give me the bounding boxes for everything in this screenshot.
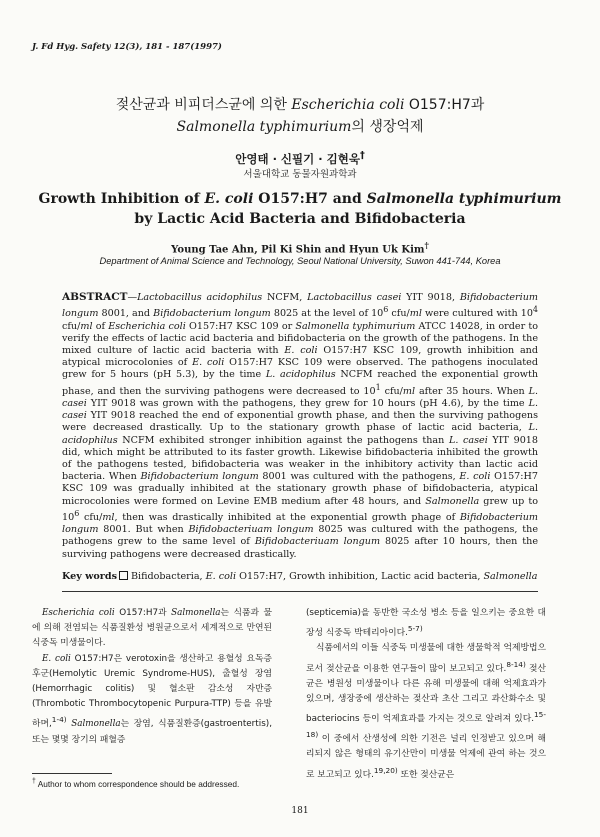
korean-title-line1: 젖산균과 비피더스균에 의한 Escherichia coli O157:H7과 [115, 97, 485, 113]
korean-authors: 안영태 · 신필기 · 김현욱† [235, 150, 365, 166]
korean-title-line2: Salmonella typhimurium의 생장억제 [176, 119, 424, 135]
keywords-divider [62, 591, 538, 592]
korean-affiliation: 서울대학교 동물자원과학과 [243, 169, 357, 180]
body-paragraph: E. coli O157:H7은 verotoxin을 생산하고 용혈성 요독증후군(Hemolytic Uremic Syndrome-HUS), 출혈성 장염(Hemorrhagic colitis) 및 혈소판 감소성 자반증(Thrombotic Thrombocytopenic Purpura-TTP) 등을 유발하며,$^{1-4)}$ Salmonella는 장염, 식품질환증(gastroentertis), 또는 몇몇 장기의 패혈증 [32, 653, 272, 745]
abstract: ABSTRACT—Lactobacillus acidophilus NCFM, Lactobacillus casei YIT 9018, Bifidobacterium longum 8001, and Bifidobacterium longum 8025 at the level of $10^6$ cfu/ml were cultured with $10^4$ cfu/ml of Escherichia coli O157:H7 KSC 109 or Salmonella typhimurium ATCC 14028, in order to verify the effects of lactic acid bacteria and bifidobacteria on the growth of the pathogens. In the mixed culture of lactic acid bacteria with E. coli O157:H7 KSC 109, growth inhibition and atypical microcolonies of E. coli O157:H7 KSC 109 were observed. The pathogens inoculated grew for 5 hours (pH 5.3), by the time L. acidophilus NCFM reached the exponential growth phase, and then the surviving pathogens were decreased to $10^1$ cfu/ml after 35 hours. When L. casei YIT 9018 was grown with the pathogens, they grew for 10 hours (pH 4.6), by the time L. casei YIT 9018 reached the end of exponential growth phase, and then the surviving pathogens were decreased drastically. Up to the stationary growth phase of lactic acid bacteria, L. acidophilus NCFM exhibited stronger inhibition against the pathogens than L. casei YIT 9018 did, which might be attributed to its faster growth. Likewise bifidobacteria inhibited the growth of the pathogens tested, bifidobacteria was weaker in the inhibitory activity than lactic acid bacteria. When Bifidobacterium longum 8001 was cultured with the pathogens, E. coli O157:H7 KSC 109 was gradually inhibited at the stationary growth phase of bifidobacteria, atypical microcolonies were formed on Levine EMB medium after 48 hours, and Salmonella grew up to $10^6$ cfu/ml, then was drastically inhibited at the exponential growth phage of Bifidobacterium longum 8001. But when Bifidobacteriuam longum 8025 was cultured with the pathogens, the pathogens grew to the same level of Bifidobacteriuam longum 8025 after 10 hours, then the surviving pathogens were decreased drastically. [62, 291, 539, 560]
footnote: † Author to whom correspondence should be addressed. [32, 778, 240, 789]
body-paragraph: Escherichia coli O157:H7과 Salmonella는 식품과 물에 의해 전염되는 식품질환성 병원균으로서 세계적으로 만연된 식중독 미생물이다. [32, 608, 272, 649]
body-column-right [306, 606, 546, 783]
keywords-label: Key words [62, 571, 117, 582]
page-number: 181 [291, 806, 309, 816]
english-title-line2: by Lactic Acid Bacteria and Bifidobacteria [134, 211, 466, 227]
journal-citation: J. Fd Hyg. Safety 12(3), 181 - 187(1997) [32, 42, 222, 52]
english-authors: Young Tae Ahn, Pil Ki Shin and Hyun Uk Kim† [171, 240, 429, 256]
body-column-left [32, 606, 272, 748]
keywords: Key words Bifidobacteria, E. coli O157:H7, Growth inhibition, Lactic acid bacteria, Salmonella [62, 571, 538, 582]
english-title-line1: Growth Inhibition of E. coli O157:H7 and Salmonella typhimurium [38, 191, 562, 207]
footnote-divider [32, 773, 112, 774]
english-affiliation: Department of Animal Science and Technology, Seoul National University, Suwon 441-744, Korea [99, 256, 501, 266]
body-paragraph: 식품에서의 이들 식중독 미생물에 대한 생물학적 억제방법으로서 젖산균을 이용한 연구들이 많이 보고되고 있다.$^{8-14)}$ 젖산균은 병원성 미생물이나 다른 유해 미생물에 대해 억제효과가 있으며, 생장중에 생산하는 젖산과 초산 그리고 과산화수소 및 bacteriocins 등이 억제효과를 가지는 것으로 알려져 있다.$^{15-18)}$ 이 중에서 산생성에 의한 기전은 널리 인정받고 있으며 해리되지 않은 형태의 유기산만이 미생물 억제에 관여 하는 것으로 보고되고 있다.$^{19,20)}$ 또한 젖산균은 [306, 643, 547, 780]
keywords-box-icon [119, 571, 128, 580]
body-paragraph: (septicemia)을 동반한 국소성 병소 등을 일으키는 중요한 대장성 식중독 박테리아이다.$^{5-7)}$ [306, 608, 546, 639]
abstract-label: ABSTRACT [62, 291, 128, 303]
